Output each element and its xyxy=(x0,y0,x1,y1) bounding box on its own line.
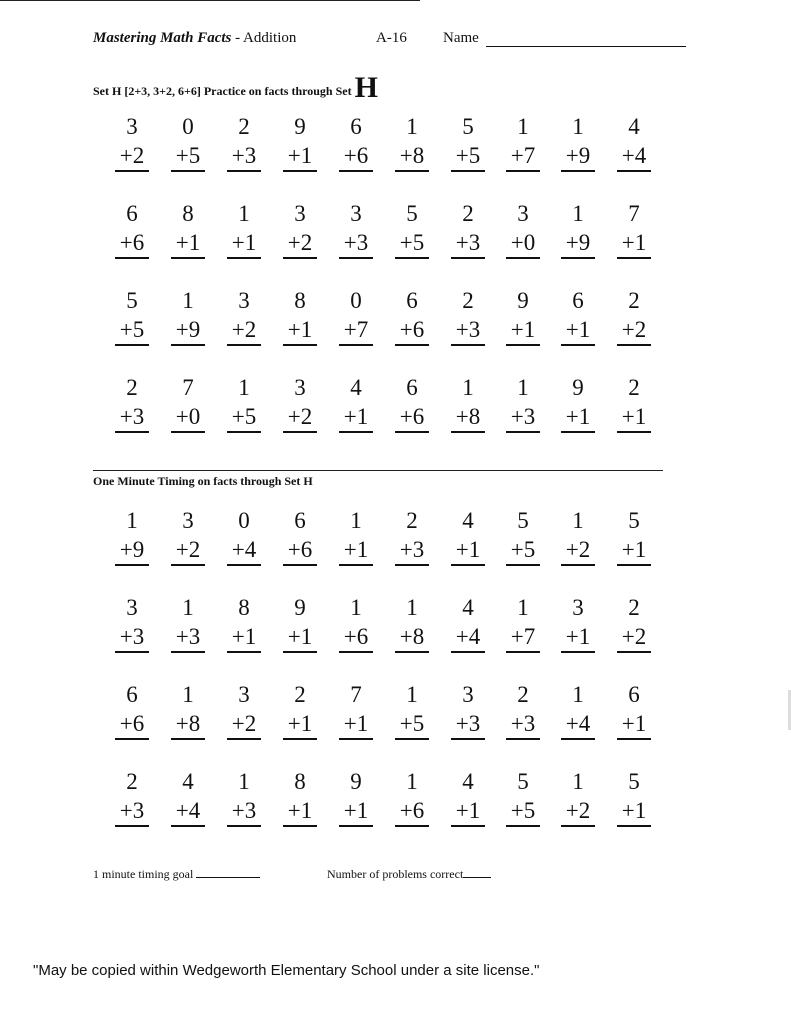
practice-problem xyxy=(553,199,603,259)
addend-bottom: +1 xyxy=(561,315,595,346)
addend-bottom: +6 xyxy=(395,796,429,827)
timing-problem xyxy=(387,506,437,566)
practice-problem xyxy=(163,112,213,172)
timing-problem xyxy=(498,767,548,827)
addend-bottom: +1 xyxy=(227,228,261,259)
timing-problem xyxy=(553,593,603,653)
timing-problem xyxy=(553,767,603,827)
addend-top: 2 xyxy=(294,682,306,707)
addend-bottom: +3 xyxy=(227,796,261,827)
addend-top: 1 xyxy=(572,508,584,533)
addend-bottom: +0 xyxy=(171,402,205,433)
addend-top: 2 xyxy=(628,288,640,313)
timing-problem xyxy=(107,506,157,566)
practice-heading-set-letter: H xyxy=(354,71,378,104)
addend-bottom: +4 xyxy=(617,141,651,172)
practice-problem xyxy=(163,199,213,259)
timing-row xyxy=(0,680,791,740)
title-rest: - Addition xyxy=(231,30,297,46)
addend-top: 2 xyxy=(126,375,138,400)
timing-heading: One Minute Timing on facts through Set H xyxy=(93,474,313,488)
addend-top: 4 xyxy=(462,508,474,533)
practice-problem xyxy=(443,286,493,346)
addend-top: 8 xyxy=(182,201,194,226)
addend-bottom: +3 xyxy=(395,535,429,566)
practice-problem xyxy=(553,286,603,346)
worksheet-title xyxy=(93,30,296,47)
addend-bottom: +3 xyxy=(115,622,149,653)
addend-bottom: +9 xyxy=(561,228,595,259)
addend-bottom: +3 xyxy=(451,228,485,259)
addend-bottom: +6 xyxy=(283,535,317,566)
addend-bottom: +1 xyxy=(561,622,595,653)
addend-bottom: +5 xyxy=(115,315,149,346)
timing-problem xyxy=(443,767,493,827)
addend-top: 1 xyxy=(572,201,584,226)
addend-top: 2 xyxy=(517,682,529,707)
practice-problem xyxy=(331,112,381,172)
addend-bottom: +1 xyxy=(451,535,485,566)
practice-problem xyxy=(387,373,437,433)
addend-bottom: +5 xyxy=(227,402,261,433)
practice-problem xyxy=(163,373,213,433)
addend-bottom: +9 xyxy=(115,535,149,566)
addend-top: 7 xyxy=(350,682,362,707)
name-field[interactable] xyxy=(486,46,686,47)
addend-bottom: +4 xyxy=(561,709,595,740)
addend-top: 6 xyxy=(350,114,362,139)
addend-bottom: +8 xyxy=(395,141,429,172)
timing-problem xyxy=(387,680,437,740)
addend-top: 6 xyxy=(406,375,418,400)
timing-problem xyxy=(609,506,659,566)
timing-problem xyxy=(219,506,269,566)
timing-goal-label: 1 minute timing goal xyxy=(93,867,194,881)
practice-problem xyxy=(498,286,548,346)
practice-problem xyxy=(107,286,157,346)
practice-problem xyxy=(275,112,325,172)
timing-problem xyxy=(331,593,381,653)
addend-top: 3 xyxy=(126,595,138,620)
addend-top: 2 xyxy=(628,375,640,400)
timing-problem xyxy=(219,593,269,653)
problems-correct-label: Number of problems correct xyxy=(327,867,464,881)
addend-top: 6 xyxy=(572,288,584,313)
addend-bottom: +0 xyxy=(506,228,540,259)
practice-problem xyxy=(107,373,157,433)
addend-top: 3 xyxy=(294,375,306,400)
practice-problem xyxy=(498,199,548,259)
practice-problem xyxy=(443,112,493,172)
addend-top: 3 xyxy=(294,201,306,226)
addend-top: 8 xyxy=(294,288,306,313)
timing-problem xyxy=(498,506,548,566)
addend-bottom: +4 xyxy=(227,535,261,566)
addend-bottom: +5 xyxy=(395,709,429,740)
addend-top: 9 xyxy=(572,375,584,400)
addend-top: 4 xyxy=(462,769,474,794)
addend-top: 8 xyxy=(294,769,306,794)
addend-top: 9 xyxy=(350,769,362,794)
addend-bottom: +1 xyxy=(617,709,651,740)
addend-bottom: +1 xyxy=(171,228,205,259)
addend-top: 1 xyxy=(572,769,584,794)
license-notice: "May be copied within Wedgeworth Elementary School under a site license." xyxy=(33,962,540,979)
addend-top: 2 xyxy=(126,769,138,794)
practice-problem xyxy=(219,199,269,259)
timing-row xyxy=(0,767,791,827)
problems-correct-blank[interactable] xyxy=(463,867,491,878)
addend-bottom: +2 xyxy=(115,141,149,172)
addend-bottom: +4 xyxy=(171,796,205,827)
addend-bottom: +3 xyxy=(227,141,261,172)
addend-top: 1 xyxy=(517,375,529,400)
addend-bottom: +1 xyxy=(283,141,317,172)
addend-bottom: +1 xyxy=(506,315,540,346)
timing-problem xyxy=(609,767,659,827)
practice-row xyxy=(0,199,791,259)
addend-top: 1 xyxy=(406,114,418,139)
addend-bottom: +2 xyxy=(617,315,651,346)
practice-heading-text: Set H [2+3, 3+2, 6+6] Practice on facts through Set xyxy=(93,84,355,98)
addend-top: 9 xyxy=(517,288,529,313)
addend-top: 6 xyxy=(628,682,640,707)
practice-problem xyxy=(331,286,381,346)
timing-problem xyxy=(609,680,659,740)
addend-bottom: +5 xyxy=(171,141,205,172)
addend-top: 4 xyxy=(628,114,640,139)
addend-top: 5 xyxy=(406,201,418,226)
timing-problem xyxy=(107,680,157,740)
addend-bottom: +5 xyxy=(395,228,429,259)
timing-problem xyxy=(275,593,325,653)
addend-top: 1 xyxy=(572,114,584,139)
timing-problem xyxy=(553,680,603,740)
timing-problem xyxy=(275,506,325,566)
timing-problem xyxy=(107,767,157,827)
addend-top: 9 xyxy=(294,114,306,139)
addend-bottom: +8 xyxy=(171,709,205,740)
addend-top: 4 xyxy=(182,769,194,794)
practice-problem xyxy=(275,199,325,259)
addend-bottom: +2 xyxy=(227,709,261,740)
timing-problem xyxy=(219,680,269,740)
addend-top: 0 xyxy=(238,508,250,533)
addend-bottom: +2 xyxy=(561,796,595,827)
timing-problem xyxy=(331,767,381,827)
addend-top: 1 xyxy=(182,682,194,707)
addend-top: 8 xyxy=(238,595,250,620)
timing-problem xyxy=(387,767,437,827)
addend-bottom: +9 xyxy=(171,315,205,346)
practice-problem xyxy=(387,199,437,259)
practice-problem xyxy=(107,199,157,259)
practice-problem xyxy=(553,112,603,172)
addend-bottom: +1 xyxy=(617,796,651,827)
addend-bottom: +1 xyxy=(339,535,373,566)
timing-row xyxy=(0,593,791,653)
addend-top: 1 xyxy=(406,682,418,707)
practice-problem xyxy=(219,373,269,433)
practice-row xyxy=(0,286,791,346)
addend-top: 5 xyxy=(628,769,640,794)
addend-top: 5 xyxy=(517,508,529,533)
addend-top: 1 xyxy=(238,201,250,226)
addend-bottom: +2 xyxy=(227,315,261,346)
addend-top: 0 xyxy=(182,114,194,139)
addend-bottom: +3 xyxy=(115,402,149,433)
addend-top: 3 xyxy=(126,114,138,139)
addend-bottom: +5 xyxy=(451,141,485,172)
addend-bottom: +2 xyxy=(283,402,317,433)
addend-top: 9 xyxy=(294,595,306,620)
timing-problem xyxy=(443,680,493,740)
practice-problem xyxy=(443,199,493,259)
timing-goal xyxy=(93,867,260,882)
addend-bottom: +8 xyxy=(451,402,485,433)
worksheet-header xyxy=(93,30,693,52)
addend-bottom: +2 xyxy=(617,622,651,653)
addend-bottom: +7 xyxy=(506,141,540,172)
practice-problem xyxy=(331,199,381,259)
addend-top: 2 xyxy=(462,288,474,313)
addend-bottom: +1 xyxy=(339,402,373,433)
addend-top: 5 xyxy=(628,508,640,533)
practice-problem xyxy=(331,373,381,433)
addend-bottom: +1 xyxy=(283,315,317,346)
addend-bottom: +6 xyxy=(339,622,373,653)
name-label: Name xyxy=(443,30,479,46)
timing-problem xyxy=(163,506,213,566)
addend-top: 6 xyxy=(406,288,418,313)
addend-top: 3 xyxy=(462,682,474,707)
addend-bottom: +1 xyxy=(339,796,373,827)
practice-problem xyxy=(387,286,437,346)
addend-top: 2 xyxy=(238,114,250,139)
timing-problem xyxy=(443,593,493,653)
addend-top: 3 xyxy=(572,595,584,620)
addend-bottom: +6 xyxy=(115,709,149,740)
addend-bottom: +3 xyxy=(506,402,540,433)
addend-bottom: +3 xyxy=(451,709,485,740)
timing-problem xyxy=(387,593,437,653)
addend-top: 3 xyxy=(182,508,194,533)
practice-problem xyxy=(609,286,659,346)
practice-problem xyxy=(553,373,603,433)
timing-problem xyxy=(219,767,269,827)
addend-bottom: +5 xyxy=(506,535,540,566)
title-italic: Mastering Math Facts xyxy=(93,30,232,46)
timing-problem xyxy=(163,767,213,827)
addend-bottom: +1 xyxy=(283,709,317,740)
addend-bottom: +6 xyxy=(339,141,373,172)
addend-top: 1 xyxy=(350,508,362,533)
practice-row xyxy=(0,112,791,172)
addend-top: 1 xyxy=(238,769,250,794)
addend-bottom: +1 xyxy=(617,535,651,566)
addend-top: 1 xyxy=(517,114,529,139)
timing-problem xyxy=(331,506,381,566)
addend-top: 6 xyxy=(126,201,138,226)
timing-problem xyxy=(498,593,548,653)
addend-bottom: +1 xyxy=(283,796,317,827)
addend-top: 5 xyxy=(126,288,138,313)
timing-problem xyxy=(107,593,157,653)
addend-top: 1 xyxy=(350,595,362,620)
addend-top: 2 xyxy=(406,508,418,533)
addend-top: 0 xyxy=(350,288,362,313)
addend-bottom: +3 xyxy=(339,228,373,259)
addend-bottom: +1 xyxy=(283,622,317,653)
timing-problem xyxy=(163,680,213,740)
addend-top: 1 xyxy=(238,375,250,400)
addend-bottom: +9 xyxy=(561,141,595,172)
practice-problem xyxy=(219,286,269,346)
addend-top: 1 xyxy=(126,508,138,533)
addend-bottom: +1 xyxy=(561,402,595,433)
practice-problem xyxy=(387,112,437,172)
addend-bottom: +8 xyxy=(395,622,429,653)
practice-problem xyxy=(275,286,325,346)
practice-row xyxy=(0,373,791,433)
addend-top: 5 xyxy=(462,114,474,139)
timing-row xyxy=(0,506,791,566)
addend-bottom: +2 xyxy=(283,228,317,259)
timing-problem xyxy=(553,506,603,566)
practice-problem xyxy=(275,373,325,433)
addend-bottom: +1 xyxy=(451,796,485,827)
addend-bottom: +1 xyxy=(339,709,373,740)
top-rule xyxy=(0,0,420,1)
addend-bottom: +6 xyxy=(395,402,429,433)
addend-bottom: +6 xyxy=(395,315,429,346)
timing-problem xyxy=(443,506,493,566)
addend-top: 2 xyxy=(628,595,640,620)
addend-bottom: +2 xyxy=(171,535,205,566)
addend-bottom: +7 xyxy=(339,315,373,346)
timing-problem xyxy=(498,680,548,740)
practice-problem xyxy=(107,112,157,172)
addend-top: 1 xyxy=(517,595,529,620)
addend-top: 6 xyxy=(126,682,138,707)
addend-top: 1 xyxy=(406,595,418,620)
addend-top: 3 xyxy=(238,682,250,707)
addend-top: 3 xyxy=(517,201,529,226)
addend-bottom: +2 xyxy=(561,535,595,566)
addend-bottom: +1 xyxy=(617,402,651,433)
practice-problem xyxy=(498,373,548,433)
addend-bottom: +1 xyxy=(227,622,261,653)
practice-heading xyxy=(93,71,378,104)
problems-correct xyxy=(327,867,491,882)
practice-problem xyxy=(609,112,659,172)
addend-top: 1 xyxy=(182,595,194,620)
addend-bottom: +1 xyxy=(617,228,651,259)
timing-problem xyxy=(275,680,325,740)
addend-bottom: +3 xyxy=(451,315,485,346)
practice-problem xyxy=(609,199,659,259)
addend-bottom: +3 xyxy=(171,622,205,653)
addend-top: 7 xyxy=(628,201,640,226)
practice-problem xyxy=(219,112,269,172)
addend-bottom: +6 xyxy=(115,228,149,259)
addend-top: 5 xyxy=(517,769,529,794)
addend-top: 3 xyxy=(350,201,362,226)
addend-bottom: +3 xyxy=(506,709,540,740)
addend-top: 1 xyxy=(406,769,418,794)
addend-top: 4 xyxy=(462,595,474,620)
section-divider xyxy=(93,470,663,471)
worksheet-code: A-16 xyxy=(376,30,407,46)
addend-top: 1 xyxy=(182,288,194,313)
addend-top: 7 xyxy=(182,375,194,400)
practice-problem xyxy=(163,286,213,346)
addend-bottom: +7 xyxy=(506,622,540,653)
practice-problem xyxy=(609,373,659,433)
addend-top: 3 xyxy=(238,288,250,313)
timing-goal-blank[interactable] xyxy=(196,867,260,878)
addend-bottom: +3 xyxy=(115,796,149,827)
practice-problem xyxy=(498,112,548,172)
timing-problem xyxy=(331,680,381,740)
addend-top: 1 xyxy=(462,375,474,400)
timing-problem xyxy=(275,767,325,827)
practice-problem xyxy=(443,373,493,433)
timing-problem xyxy=(609,593,659,653)
addend-bottom: +4 xyxy=(451,622,485,653)
addend-top: 2 xyxy=(462,201,474,226)
addend-top: 4 xyxy=(350,375,362,400)
addend-bottom: +5 xyxy=(506,796,540,827)
addend-top: 1 xyxy=(572,682,584,707)
timing-problem xyxy=(163,593,213,653)
addend-top: 6 xyxy=(294,508,306,533)
